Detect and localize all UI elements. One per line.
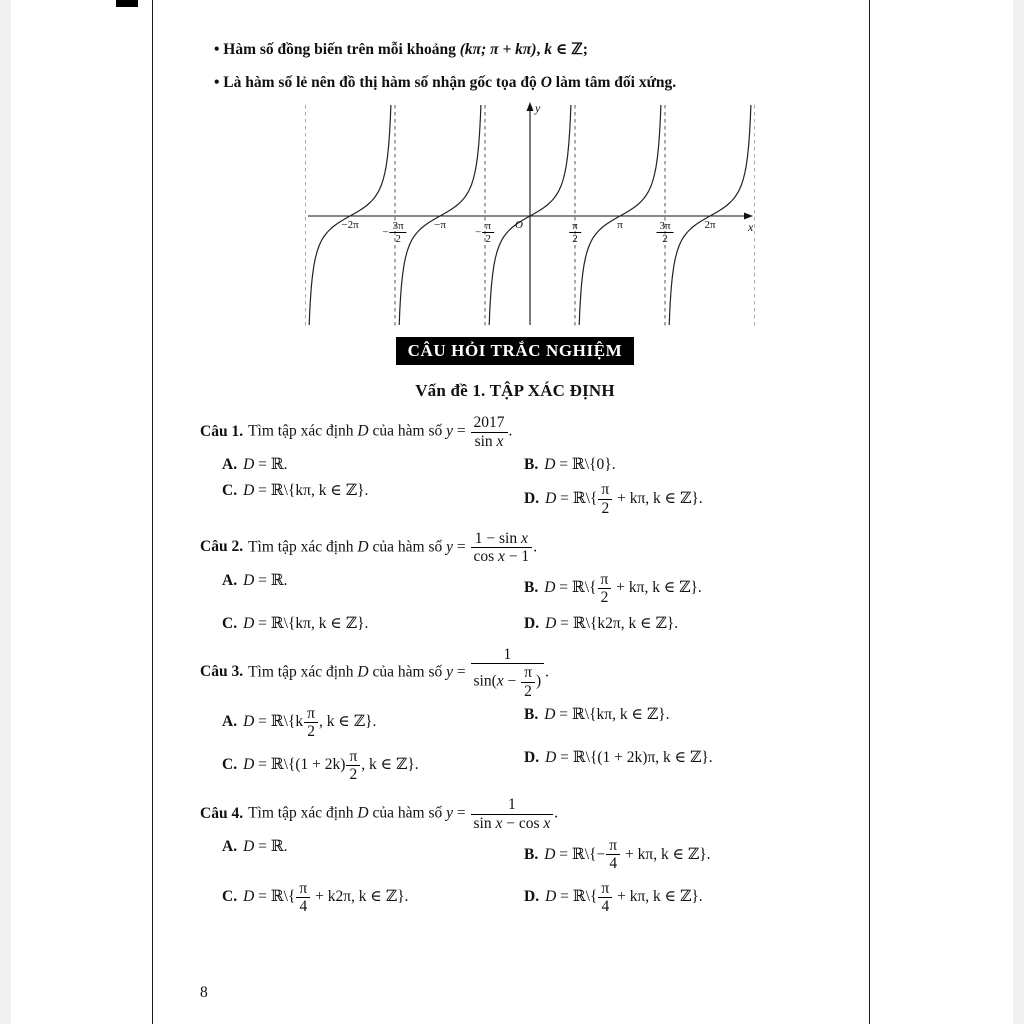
option-letter: B. bbox=[524, 579, 539, 597]
y-axis-arrow bbox=[527, 102, 534, 111]
tick-label: − $\frac{3\pi}{2}$ bbox=[382, 220, 407, 246]
question-stem: Câu 1. Tìm tập xác định D của hàm số y = $\frac{2017}{\text{sin x}}$ . bbox=[200, 414, 513, 450]
fraction: $\frac{3\pi}{2}$ bbox=[390, 220, 407, 246]
option-letter: B. bbox=[524, 845, 539, 863]
option-letter: A. bbox=[222, 455, 238, 473]
fraction: $\frac{\pi}{4}$ bbox=[606, 837, 620, 873]
tan-branch bbox=[579, 105, 661, 325]
option-letter: D. bbox=[524, 489, 540, 507]
option-item bbox=[524, 705, 830, 741]
option-text: D = ℝ\{k2π, k ∈ ℤ}. bbox=[545, 614, 679, 632]
question-list bbox=[200, 414, 830, 915]
question-stem: Câu 3. Tìm tập xác định D của hàm số y = 1 sin(x − $\frac{\pi}{2}$ ) . bbox=[200, 645, 550, 700]
tick-label: O bbox=[515, 218, 523, 231]
option-item bbox=[222, 705, 524, 741]
option-letter: A. bbox=[222, 571, 238, 589]
banner-title: CÂU HỎI TRẮC NGHIỆM bbox=[396, 337, 635, 365]
option-letter: B. bbox=[524, 705, 539, 723]
section-title: Vấn đề 1. TẬP XÁC ĐỊNH bbox=[415, 381, 615, 400]
option-text: D = ℝ. bbox=[243, 455, 288, 473]
question-block bbox=[200, 646, 830, 784]
option-item bbox=[222, 571, 524, 607]
question-block bbox=[200, 530, 830, 633]
option-text: D = ℝ\{ $\frac{\pi}{4}$ + k2π, k ∈ ℤ}. bbox=[243, 879, 409, 916]
fraction: $\frac{3\pi}{2}$ bbox=[656, 220, 673, 246]
option-text: D = ℝ. bbox=[243, 571, 288, 589]
page-content bbox=[200, 40, 830, 916]
question-stem: Câu 4. Tìm tập xác định D của hàm số y = $\frac{1}{\text{sin x − cos x}}$ . bbox=[200, 796, 559, 832]
fraction: $\frac{\pi}{2}$ bbox=[521, 664, 535, 700]
option-text: D = ℝ\{k $\frac{\pi}{2}$ , k ∈ ℤ}. bbox=[243, 704, 377, 741]
banner-row bbox=[200, 337, 830, 365]
option-letter: C. bbox=[222, 888, 238, 906]
option-letter: A. bbox=[222, 713, 238, 731]
tan-branch bbox=[399, 105, 481, 325]
option-item bbox=[222, 481, 524, 517]
tick-label: π bbox=[617, 218, 623, 231]
fraction: $\frac{\pi}{2}$ bbox=[482, 220, 494, 246]
option-item bbox=[222, 614, 524, 633]
option-text: D = ℝ\{ $\frac{\pi}{4}$ + kπ, k ∈ ℤ}. bbox=[545, 879, 703, 916]
option-letter: C. bbox=[222, 614, 238, 632]
scan-artifact bbox=[116, 0, 138, 7]
question-block bbox=[200, 796, 830, 915]
option-item bbox=[222, 748, 524, 784]
question-stem: Câu 2. Tìm tập xác định D của hàm số y = $\frac{\text{1 − sin x}}{\text{cos x − 1}}$ . bbox=[200, 530, 538, 566]
option-item bbox=[524, 455, 830, 474]
fraction: $\frac{1}{\text{sin x − cos x}}$ bbox=[471, 796, 554, 832]
question-block bbox=[200, 414, 830, 517]
page-border-left bbox=[152, 0, 153, 1024]
option-text: D = ℝ\{kπ, k ∈ ℤ}. bbox=[544, 705, 670, 723]
option-text: D = ℝ\{(1 + 2k)π, k ∈ ℤ}. bbox=[545, 748, 713, 766]
option-item bbox=[222, 455, 524, 474]
question-label: Câu 4. bbox=[200, 804, 244, 822]
option-item bbox=[524, 880, 830, 916]
option-letter: A. bbox=[222, 838, 238, 856]
tick-label bbox=[568, 220, 582, 246]
option-item bbox=[524, 748, 830, 784]
fraction: $\frac{\pi}{2}$ bbox=[598, 571, 612, 607]
option-item bbox=[524, 571, 830, 607]
option-letter: D. bbox=[524, 748, 540, 766]
option-letter: D. bbox=[524, 888, 540, 906]
tick-label bbox=[655, 220, 674, 246]
tick-label: −2π bbox=[341, 218, 359, 231]
bullet-item: • Hàm số đồng biến trên mỗi khoảng (kπ; π + kπ), k ∈ ℤ; bbox=[214, 41, 588, 58]
option-item bbox=[524, 837, 830, 873]
page-number: 8 bbox=[200, 984, 208, 1001]
question-label: Câu 2. bbox=[200, 538, 244, 556]
option-letter: C. bbox=[222, 482, 238, 500]
fraction: $\frac{\pi}{2}$ bbox=[304, 705, 318, 741]
option-text: D = ℝ\{ $\frac{\pi}{2}$ + kπ, k ∈ ℤ}. bbox=[545, 481, 703, 517]
scan-right-margin bbox=[1013, 0, 1024, 1024]
option-text: D = ℝ\{kπ, k ∈ ℤ}. bbox=[243, 614, 369, 632]
tick-label: −π bbox=[434, 218, 446, 231]
option-item bbox=[524, 481, 830, 517]
option-grid bbox=[200, 571, 830, 633]
option-text: D = ℝ\{(1 + 2k) $\frac{\pi}{2}$ , k ∈ ℤ}. bbox=[243, 747, 419, 784]
fraction: $\frac{\pi}{2}$ bbox=[569, 220, 581, 246]
tan-branch bbox=[309, 105, 391, 325]
tan-branch bbox=[669, 105, 754, 325]
scan-left-margin bbox=[0, 0, 11, 1024]
question-label: Câu 3. bbox=[200, 663, 244, 681]
option-letter: C. bbox=[222, 756, 238, 774]
option-letter: D. bbox=[524, 614, 540, 632]
option-grid bbox=[200, 455, 830, 517]
option-item bbox=[222, 837, 524, 873]
tan-graph-svg bbox=[305, 99, 755, 331]
bullet-item: • Là hàm số lẻ nên đồ thị hàm số nhận gốc tọa độ O làm tâm đối xứng. bbox=[214, 74, 677, 92]
x-axis-arrow bbox=[744, 212, 753, 219]
option-item bbox=[222, 880, 524, 916]
option-letter: B. bbox=[524, 455, 539, 473]
fraction: $\frac{\pi}{4}$ bbox=[296, 880, 310, 916]
tick-label: − $\frac{\pi}{2}$ bbox=[475, 220, 495, 246]
option-text: D = ℝ\{ $\frac{\pi}{2}$ + kπ, k ∈ ℤ}. bbox=[544, 570, 702, 607]
tan-function-graph bbox=[305, 99, 755, 331]
option-grid bbox=[200, 705, 830, 783]
tick-label: 2π bbox=[704, 218, 716, 231]
fraction: $\frac{\pi}{2}$ bbox=[598, 481, 612, 517]
fraction: $\frac{\pi}{2}$ bbox=[346, 748, 360, 784]
fraction: $\frac{\text{1 − sin x}}{\text{cos x − 1}}$ bbox=[471, 530, 533, 566]
fraction: $\frac{\pi}{4}$ bbox=[598, 880, 612, 916]
y-axis-label: y bbox=[535, 100, 541, 115]
option-grid bbox=[200, 837, 830, 915]
option-text: D = ℝ\{kπ, k ∈ ℤ}. bbox=[243, 482, 369, 500]
fraction: 1 sin(x − $\frac{\pi}{2}$ ) bbox=[471, 646, 545, 700]
option-text: D = ℝ\{0}. bbox=[544, 455, 616, 473]
page-border-right bbox=[869, 0, 870, 1024]
option-item bbox=[524, 614, 830, 633]
option-text: D = ℝ. bbox=[243, 838, 288, 856]
question-label: Câu 1. bbox=[200, 422, 244, 440]
x-axis-label: x bbox=[748, 219, 754, 234]
fraction: $\frac{2017}{\text{sin x}}$ bbox=[471, 414, 508, 450]
option-text: D = ℝ\{− $\frac{\pi}{4}$ + kπ, k ∈ ℤ}. bbox=[544, 837, 711, 873]
